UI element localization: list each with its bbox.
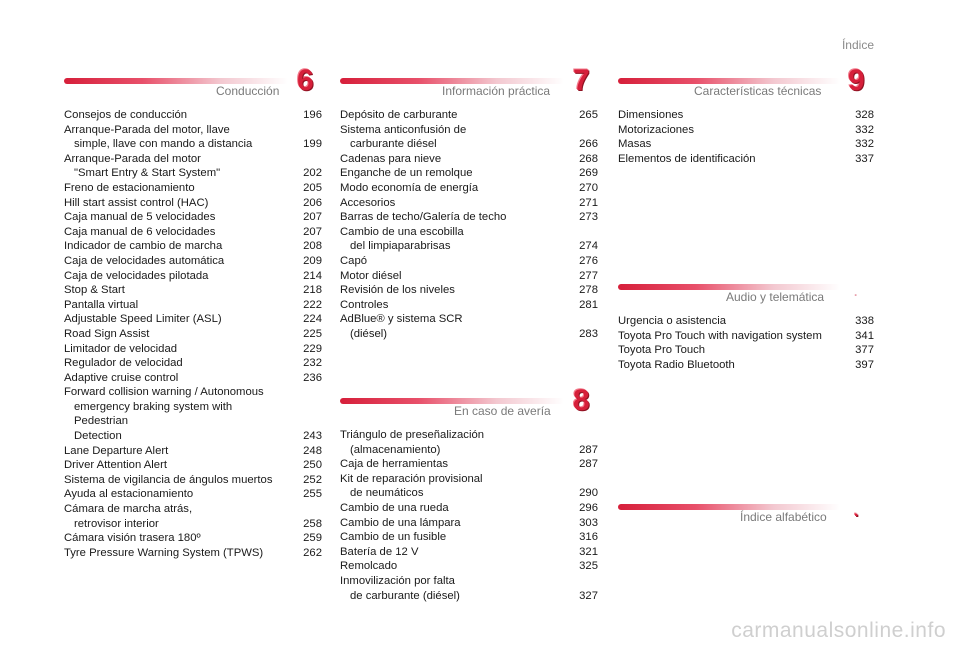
toc-entry-page: 277 (579, 269, 598, 282)
toc-entry-line: Consejos de conducción (64, 109, 188, 121)
toc-entry-title (64, 269, 288, 284)
toc-entry-page: 205 (303, 181, 322, 194)
toc-entry-page: 252 (303, 473, 322, 486)
toc-entry-line: carburante diésel (350, 138, 437, 151)
toc-entry-title (340, 254, 564, 269)
toc-entry-line: Ayuda al estacionamiento (64, 488, 194, 501)
toc-entry-page: 262 (303, 546, 322, 559)
toc-entry[interactable] (64, 239, 322, 254)
section-header (64, 64, 322, 98)
toc-entry[interactable] (64, 196, 322, 211)
toc-entry-line: Driver Attention Alert (64, 459, 167, 472)
toc-entry-line: de neumáticos (350, 487, 424, 500)
toc-entry-title (618, 108, 840, 123)
toc-list (618, 108, 874, 166)
toc-entry-line: Toyota Radio Bluetooth (618, 358, 735, 371)
toc-entry-line: emergency braking system with Pedestrian (74, 400, 233, 428)
toc-entry-title (340, 181, 564, 196)
toc-entry[interactable] (64, 327, 322, 342)
toc-entry-title (64, 502, 288, 531)
toc-entry-line: (almacenamiento) (350, 443, 441, 456)
toc-entry-line: simple, llave con mando a distancia (74, 138, 253, 151)
section-conduccion (64, 64, 322, 560)
toc-entry[interactable] (64, 371, 322, 386)
toc-entry-title (618, 343, 840, 358)
toc-entry[interactable] (64, 152, 322, 181)
toc-entry-title (340, 152, 564, 167)
toc-entry-page: 276 (579, 254, 598, 267)
toc-entry-page: 377 (855, 344, 874, 357)
toc-entry[interactable] (64, 502, 322, 531)
toc-entry[interactable] (340, 108, 598, 123)
toc-entry-title (64, 298, 288, 313)
toc-entry-title (340, 559, 564, 574)
toc-list (618, 314, 874, 372)
toc-entry-title (340, 166, 564, 181)
toc-entry-line: Elementos de identificación (618, 152, 756, 165)
toc-entry[interactable] (340, 283, 598, 298)
toc-entry-line: Kit de reparación provisional (340, 472, 483, 485)
toc-entry-line: Adjustable Speed Limiter (ASL) (64, 313, 222, 326)
toc-entry[interactable] (64, 385, 322, 443)
toc-entry-title (340, 457, 564, 472)
toc-entry[interactable] (340, 501, 598, 516)
section-header (618, 64, 874, 98)
toc-entry-title (618, 123, 840, 138)
toc-entry[interactable] (64, 458, 322, 473)
toc-entry-title (64, 531, 288, 546)
toc-entry-line: Motor diésel (340, 269, 402, 282)
toc-entry-title (340, 123, 564, 152)
toc-entry-title (340, 225, 564, 254)
toc-entry-line: Motorizaciones (618, 123, 694, 136)
toc-entry-title (340, 298, 564, 313)
toc-entry[interactable] (340, 166, 598, 181)
toc-entry-line: Barras de techo/Galería de techo (340, 211, 507, 224)
toc-entry-line: Caja de velocidades automática (64, 254, 225, 267)
toc-entry-line: Remolcado (340, 560, 398, 573)
section-header (618, 270, 874, 304)
toc-entry-title (340, 530, 564, 545)
toc-entry-page: 224 (303, 313, 322, 326)
toc-entry-line: Caja manual de 6 velocidades (64, 225, 216, 238)
toc-entry-line: Caja de herramientas (340, 458, 449, 471)
toc-entry-line: Cambio de un fusible (340, 531, 447, 544)
section-title: Información práctica (438, 84, 554, 98)
toc-entry-line: Arranque-Parada del motor, llave (64, 123, 230, 136)
toc-entry-page: 214 (303, 269, 322, 282)
toc-entry[interactable] (340, 225, 598, 254)
toc-entry-title (340, 472, 564, 501)
toc-entry-title (64, 123, 288, 152)
toc-entry-page: 321 (579, 545, 598, 558)
toc-entry[interactable] (340, 559, 598, 574)
toc-entry-page: 341 (855, 329, 874, 342)
toc-entry-line: "Smart Entry & Start System" (74, 167, 221, 180)
section-title: En caso de avería (450, 404, 555, 418)
toc-entry-page: 283 (579, 327, 598, 340)
toc-entry-page: 229 (303, 342, 322, 355)
section-header (618, 490, 874, 524)
toc-entry-line: Enganche de un remolque (340, 167, 473, 180)
toc-entry-line: Detection (74, 430, 122, 443)
toc-entry-page: 287 (579, 458, 598, 471)
toc-entry-line: (diésel) (350, 327, 388, 340)
toc-entry-page: 206 (303, 196, 322, 209)
toc-entry-line: de carburante (diésel) (350, 589, 460, 602)
section-number: 9 (848, 64, 865, 97)
toc-entry-page: 232 (303, 357, 322, 370)
toc-entry-line: Sistema anticonfusión de (340, 123, 467, 136)
toc-entry[interactable] (64, 210, 322, 225)
toc-entry-title (340, 574, 564, 603)
toc-entry-line: Sistema de vigilancia de ángulos muertos (64, 473, 273, 486)
toc-entry-page: 209 (303, 254, 322, 267)
toc-entry-page: 278 (579, 284, 598, 297)
section-alfabetico (618, 490, 874, 524)
section-number: . (854, 285, 858, 299)
toc-entry[interactable] (618, 329, 874, 344)
toc-entry-title (64, 487, 288, 502)
toc-entry-line: Cámara visión trasera 180º (64, 532, 201, 545)
toc-entry[interactable] (340, 196, 598, 211)
toc-entry-line: Cambio de una escobilla (340, 225, 464, 238)
toc-entry-line: Urgencia o asistencia (618, 315, 727, 327)
toc-entry-line: Inmovilización por falta (340, 574, 455, 587)
toc-entry-page: 338 (855, 315, 874, 327)
toc-entry[interactable] (618, 343, 874, 358)
toc-entry[interactable] (64, 342, 322, 357)
toc-entry-title (64, 458, 288, 473)
toc-entry-page: 243 (303, 430, 322, 443)
toc-entry-title (64, 181, 288, 196)
section-header (340, 384, 598, 418)
toc-entry-line: Road Sign Assist (64, 327, 150, 340)
toc-entry-title (64, 254, 288, 269)
toc-entry-page: 274 (579, 240, 598, 253)
toc-entry-page: 258 (303, 517, 322, 530)
toc-entry-page: 202 (303, 167, 322, 180)
toc-entry-title (64, 327, 288, 342)
toc-entry-line: Pantalla virtual (64, 298, 139, 311)
toc-entry-title (64, 444, 288, 459)
toc-entry-line: Cambio de una rueda (340, 501, 449, 514)
section-number: 7 (573, 64, 590, 97)
toc-entry[interactable] (64, 254, 322, 269)
toc-entry-line: Dimensiones (618, 109, 684, 121)
toc-entry-title (340, 312, 564, 341)
toc-entry-page: 236 (303, 371, 322, 384)
toc-entry-line: Toyota Pro Touch with navigation system (618, 329, 822, 342)
toc-entry[interactable] (340, 530, 598, 545)
toc-entry[interactable] (340, 298, 598, 313)
toc-entry-title (618, 314, 840, 329)
toc-entry-title (618, 329, 840, 344)
toc-entry-line: Lane Departure Alert (64, 444, 169, 457)
toc-entry-line: Indicador de cambio de marcha (64, 240, 223, 253)
section-header (340, 64, 598, 98)
toc-entry-page: 281 (579, 298, 598, 311)
section-title: Características técnicas (690, 84, 825, 98)
section-title: Índice alfabético (736, 510, 831, 524)
toc-entry-page: 255 (303, 488, 322, 501)
toc-entry-line: Depósito de carburante (340, 109, 458, 121)
toc-entry-page: 199 (303, 138, 322, 151)
toc-entry-page: 296 (579, 501, 598, 514)
toc-entry-line: Revisión de los niveles (340, 284, 455, 297)
toc-entry[interactable] (64, 108, 322, 123)
toc-entry-line: Arranque-Parada del motor (64, 152, 201, 165)
toc-entry-page: 265 (579, 109, 598, 121)
toc-entry-title (340, 428, 564, 457)
toc-entry[interactable] (340, 254, 598, 269)
toc-entry-title (340, 210, 564, 225)
toc-entry-line: Limitador de velocidad (64, 342, 178, 355)
toc-entry-title (64, 385, 288, 443)
toc-entry-page: 337 (855, 152, 874, 165)
toc-entry-page: 270 (579, 181, 598, 194)
toc-entry-title (64, 239, 288, 254)
toc-entry[interactable] (340, 428, 598, 457)
toc-entry[interactable] (64, 283, 322, 298)
toc-entry-line: AdBlue® y sistema SCR (340, 313, 463, 326)
toc-entry[interactable] (618, 108, 874, 123)
toc-entry-title (64, 312, 288, 327)
toc-entry-line: Forward collision warning / Autonomous (64, 386, 264, 399)
toc-entry-title (64, 210, 288, 225)
toc-entry[interactable] (340, 516, 598, 531)
toc-entry-page: 250 (303, 459, 322, 472)
toc-entry-title (618, 358, 840, 373)
toc-entry-title (64, 196, 288, 211)
toc-entry[interactable] (64, 487, 322, 502)
toc-entry[interactable] (64, 298, 322, 313)
toc-entry-line: del limpiaparabrisas (350, 240, 451, 253)
toc-entry-page: 196 (303, 109, 322, 121)
toc-entry-page: 327 (579, 589, 598, 602)
toc-entry-line: Stop & Start (64, 284, 125, 297)
section-informacion (340, 64, 598, 342)
toc-entry-line: Cadenas para nieve (340, 152, 442, 165)
toc-entry-title (64, 546, 288, 561)
section-tecnicas (618, 64, 874, 166)
section-title: Audio y telemática (722, 290, 828, 304)
toc-entry-title (64, 152, 288, 181)
toc-entry-line: Tyre Pressure Warning System (TPWS) (64, 546, 264, 559)
toc-entry-line: Accesorios (340, 196, 396, 209)
page-label: Índice (841, 38, 874, 52)
toc-entry[interactable] (618, 358, 874, 373)
toc-entry-page: 290 (579, 487, 598, 500)
section-averia (340, 384, 598, 603)
toc-entry-page: 222 (303, 298, 322, 311)
toc-entry-page: 332 (855, 138, 874, 151)
toc-entry-line: Hill start assist control (HAC) (64, 196, 209, 209)
toc-entry-line: Regulador de velocidad (64, 357, 183, 370)
toc-entry-line: Capó (340, 254, 368, 267)
toc-entry-page: 208 (303, 240, 322, 253)
toc-entry[interactable] (340, 269, 598, 284)
toc-entry[interactable] (340, 457, 598, 472)
toc-entry[interactable] (618, 314, 874, 329)
toc-entry-title (64, 283, 288, 298)
toc-entry[interactable] (340, 312, 598, 341)
toc-entry[interactable] (340, 152, 598, 167)
toc-entry[interactable] (64, 531, 322, 546)
toc-entry-line: Controles (340, 298, 389, 311)
toc-entry-page: 332 (855, 123, 874, 136)
toc-entry-page: 273 (579, 211, 598, 224)
toc-entry-page: 259 (303, 532, 322, 545)
toc-entry[interactable] (64, 225, 322, 240)
section-number: . (854, 503, 859, 520)
toc-entry-page: 303 (579, 516, 598, 529)
toc-entry-title (340, 545, 564, 560)
toc-entry[interactable] (340, 574, 598, 603)
toc-entry[interactable] (64, 473, 322, 488)
toc-entry-line: Freno de estacionamiento (64, 181, 195, 194)
toc-entry-page: 316 (579, 531, 598, 544)
toc-entry[interactable] (64, 546, 322, 561)
toc-entry-line: Toyota Pro Touch (618, 344, 706, 357)
toc-entry[interactable] (64, 123, 322, 152)
toc-entry-title (340, 196, 564, 211)
toc-entry-title (64, 108, 288, 123)
toc-entry[interactable] (340, 210, 598, 225)
toc-entry-title (64, 371, 288, 386)
toc-entry-line: retrovisor interior (74, 517, 159, 530)
toc-entry[interactable] (64, 312, 322, 327)
toc-entry-page: 271 (579, 196, 598, 209)
toc-entry-title (64, 473, 288, 488)
toc-entry-line: Triángulo de preseñalización (340, 429, 485, 441)
toc-entry-page: 325 (579, 560, 598, 573)
toc-entry-page: 287 (579, 443, 598, 456)
toc-entry-line: Masas (618, 138, 652, 151)
toc-entry[interactable] (618, 137, 874, 152)
toc-entry-line: Batería de 12 V (340, 545, 419, 558)
watermark: carmanualsonline.info (731, 619, 946, 642)
toc-entry-title (340, 283, 564, 298)
toc-entry-page: 225 (303, 327, 322, 340)
toc-entry-page: 207 (303, 225, 322, 238)
toc-entry-page: 248 (303, 444, 322, 457)
toc-entry-page: 269 (579, 167, 598, 180)
section-number: 8 (573, 384, 590, 417)
toc-entry[interactable] (340, 181, 598, 196)
toc-entry-line: Cambio de una lámpara (340, 516, 461, 529)
toc-entry-page: 328 (855, 109, 874, 121)
toc-entry[interactable] (64, 269, 322, 284)
toc-entry-title (340, 269, 564, 284)
toc-entry-line: Caja de velocidades pilotada (64, 269, 209, 282)
toc-entry-page: 397 (855, 358, 874, 371)
section-title: Conducción (212, 84, 283, 98)
toc-entry[interactable] (64, 181, 322, 196)
toc-entry-line: Caja manual de 5 velocidades (64, 211, 216, 224)
toc-list (340, 428, 598, 603)
toc-list (340, 108, 598, 342)
toc-entry-title (618, 152, 840, 167)
toc-list (64, 108, 322, 560)
toc-entry[interactable] (64, 356, 322, 371)
toc-entry-page: 207 (303, 211, 322, 224)
toc-entry-page: 266 (579, 138, 598, 151)
toc-entry-page: 218 (303, 284, 322, 297)
toc-entry-title (340, 108, 564, 123)
toc-entry-title (64, 342, 288, 357)
toc-entry[interactable] (340, 545, 598, 560)
toc-entry-title (64, 225, 288, 240)
toc-entry-line: Modo economía de energía (340, 181, 479, 194)
toc-entry-line: Adaptive cruise control (64, 371, 179, 384)
section-audio (618, 270, 874, 372)
toc-entry-line: Cámara de marcha atrás, (64, 503, 193, 516)
toc-entry[interactable] (618, 123, 874, 138)
toc-entry[interactable] (64, 444, 322, 459)
toc-entry-title (618, 137, 840, 152)
section-number: 6 (297, 64, 314, 97)
toc-entry-title (340, 516, 564, 531)
toc-entry-title (340, 501, 564, 516)
toc-entry[interactable] (618, 152, 874, 167)
toc-entry[interactable] (340, 123, 598, 152)
toc-entry-title (64, 356, 288, 371)
toc-entry[interactable] (340, 472, 598, 501)
toc-entry-page: 268 (579, 152, 598, 165)
